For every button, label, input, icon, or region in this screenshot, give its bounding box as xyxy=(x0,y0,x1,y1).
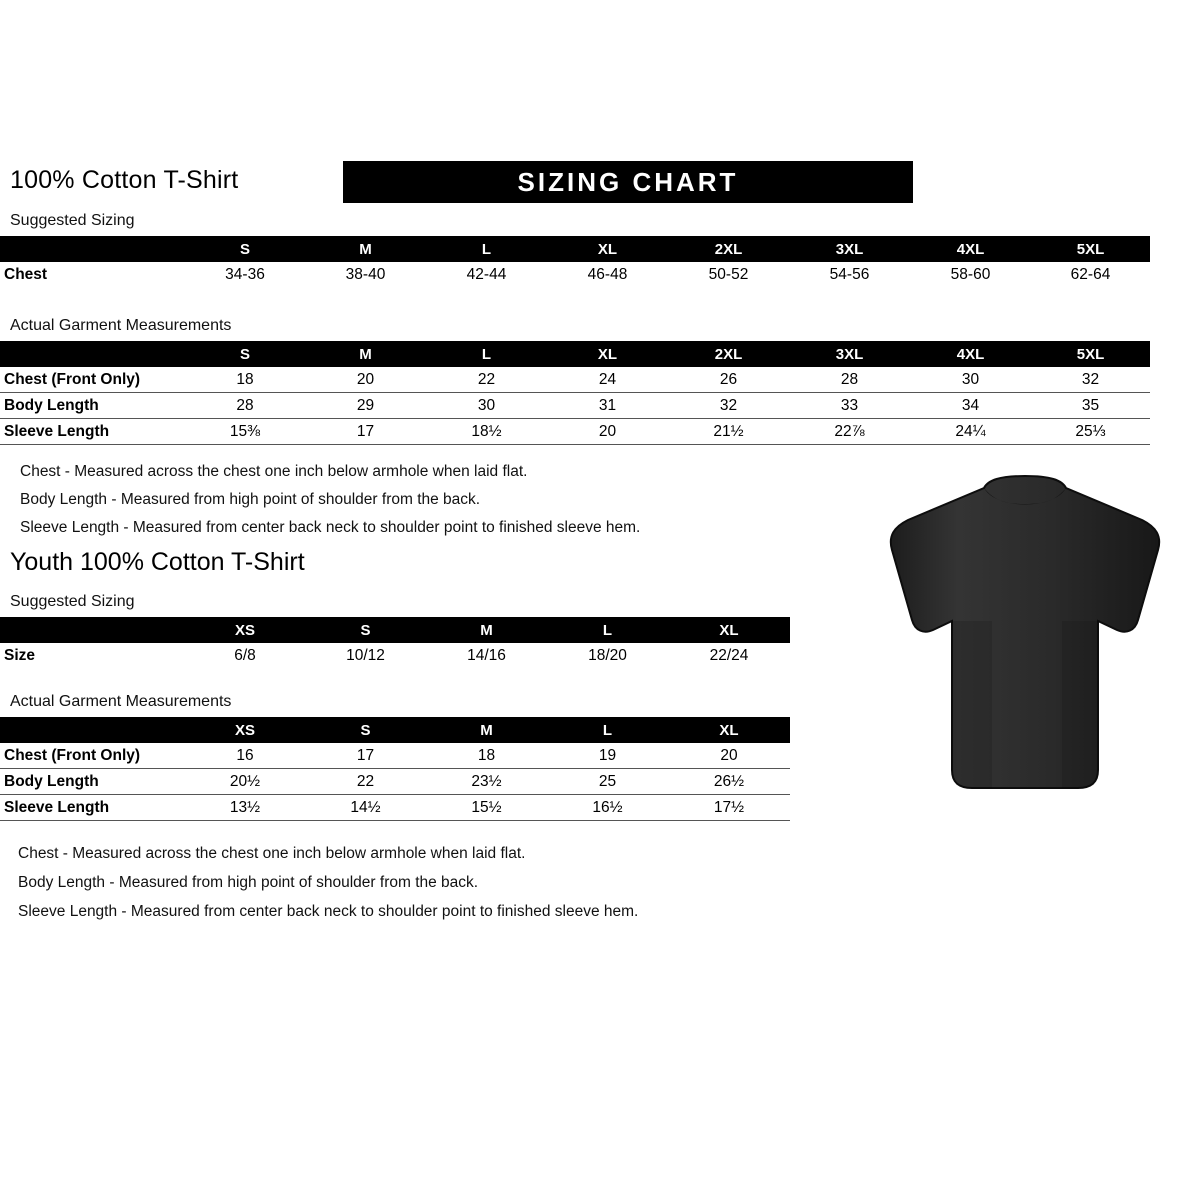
cell: 16 xyxy=(185,743,305,769)
col-head-4: XL xyxy=(547,236,668,262)
table-row xyxy=(0,795,790,821)
table-row xyxy=(0,262,1150,287)
row-label: Sleeve Length xyxy=(0,419,185,445)
cell: 17½ xyxy=(668,795,790,821)
cell: 18 xyxy=(426,743,547,769)
cell: 34 xyxy=(910,393,1031,419)
cell: 15½ xyxy=(426,795,547,821)
col-head-8: 5XL xyxy=(1031,236,1150,262)
cell: 22⅞ xyxy=(789,419,910,445)
cell: 50-52 xyxy=(708,265,749,283)
cell: 10/12 xyxy=(346,646,385,664)
adult-note-sleeve-length: Sleeve Length - Measured from center back neck to shoulder point to finished sleeve hem. xyxy=(20,519,641,536)
col-head-3: L xyxy=(426,236,547,262)
col-head-1: XS xyxy=(185,617,305,643)
row-label: Chest xyxy=(4,265,48,283)
adult-note-chest: Chest - Measured across the chest one inch below armhole when laid flat. xyxy=(20,463,528,480)
adult-suggested-label: Suggested Sizing xyxy=(10,212,135,229)
cell: 22/24 xyxy=(709,646,749,664)
table-header-row xyxy=(0,717,790,743)
cell: 20 xyxy=(668,743,790,769)
col-head-2: S xyxy=(305,617,426,643)
cell: 34-36 xyxy=(225,265,265,283)
cell: 19 xyxy=(547,743,668,769)
cell: 31 xyxy=(547,393,668,419)
cell: 20 xyxy=(305,367,426,393)
col-head-4: L xyxy=(547,717,668,743)
col-head-6: 3XL xyxy=(789,236,910,262)
youth-section-title: Youth 100% Cotton T-Shirt xyxy=(10,548,305,576)
col-head-2: M xyxy=(305,236,426,262)
cell: 18 xyxy=(185,367,305,393)
col-head-1: S xyxy=(185,236,305,262)
col-head-5: 2XL xyxy=(668,236,789,262)
col-head-6: 3XL xyxy=(789,341,910,367)
sizing-chart-banner: SIZING CHART xyxy=(343,161,913,203)
cell: 26½ xyxy=(668,769,790,795)
col-head-3: M xyxy=(426,617,547,643)
row-label: Chest (Front Only) xyxy=(0,743,185,769)
cell: 22 xyxy=(305,769,426,795)
cell: 54-56 xyxy=(829,265,870,283)
col-head-5: 2XL xyxy=(668,341,789,367)
cell: 28 xyxy=(789,367,910,393)
cell: 18½ xyxy=(426,419,547,445)
cell: 17 xyxy=(305,743,426,769)
col-head-5: XL xyxy=(668,717,790,743)
cell: 17 xyxy=(305,419,426,445)
cell: 21½ xyxy=(668,419,789,445)
col-head-2: S xyxy=(305,717,426,743)
adult-suggested-table xyxy=(0,236,1150,287)
table-row xyxy=(0,769,790,795)
cell: 30 xyxy=(910,367,1031,393)
youth-note-chest: Chest - Measured across the chest one inch below armhole when laid flat. xyxy=(18,845,526,862)
col-head-0 xyxy=(0,617,185,643)
cell: 62-64 xyxy=(1070,265,1111,283)
row-label: Sleeve Length xyxy=(0,795,185,821)
cell: 23½ xyxy=(426,769,547,795)
col-head-0 xyxy=(0,236,185,262)
youth-suggested-label: Suggested Sizing xyxy=(10,593,135,610)
col-head-3: M xyxy=(426,717,547,743)
table-row xyxy=(0,743,790,769)
cell: 26 xyxy=(668,367,789,393)
table-row xyxy=(0,643,790,668)
youth-note-sleeve-length: Sleeve Length - Measured from center back neck to shoulder point to finished sleeve hem. xyxy=(18,903,639,920)
cell: 58-60 xyxy=(950,265,991,283)
col-head-1: XS xyxy=(185,717,305,743)
table-header-row xyxy=(0,341,1150,367)
table-row xyxy=(0,393,1150,419)
adult-note-body-length: Body Length - Measured from high point of shoulder from the back. xyxy=(20,491,481,508)
cell: 25⅓ xyxy=(1031,419,1150,445)
cell: 38-40 xyxy=(345,265,386,283)
col-head-8: 5XL xyxy=(1031,341,1150,367)
cell: 25 xyxy=(547,769,668,795)
row-label: Body Length xyxy=(0,769,185,795)
cell: 30 xyxy=(426,393,547,419)
col-head-2: M xyxy=(305,341,426,367)
cell: 29 xyxy=(305,393,426,419)
youth-actual-label: Actual Garment Measurements xyxy=(10,693,232,710)
page-title: 100% Cotton T-Shirt xyxy=(10,166,239,194)
table-header-row xyxy=(0,236,1150,262)
cell: 28 xyxy=(185,393,305,419)
col-head-0 xyxy=(0,341,185,367)
cell: 20½ xyxy=(185,769,305,795)
col-head-5: XL xyxy=(668,617,790,643)
cell: 33 xyxy=(789,393,910,419)
cell: 46-48 xyxy=(587,265,628,283)
cell: 32 xyxy=(668,393,789,419)
table-header-row xyxy=(0,617,790,643)
table-row xyxy=(0,419,1150,445)
youth-suggested-table xyxy=(0,617,790,668)
cell: 24¼ xyxy=(910,419,1031,445)
t-shirt-icon xyxy=(880,470,1170,810)
cell: 24 xyxy=(547,367,668,393)
cell: 42-44 xyxy=(466,265,507,283)
cell: 35 xyxy=(1031,393,1150,419)
cell: 15⅜ xyxy=(185,419,305,445)
cell: 20 xyxy=(547,419,668,445)
cell: 13½ xyxy=(185,795,305,821)
col-head-4: L xyxy=(547,617,668,643)
col-head-1: S xyxy=(185,341,305,367)
youth-actual-table xyxy=(0,717,790,821)
adult-actual-table xyxy=(0,341,1150,445)
cell: 18/20 xyxy=(588,646,627,664)
col-head-3: L xyxy=(426,341,547,367)
header-row xyxy=(10,160,1190,204)
youth-note-body-length: Body Length - Measured from high point of shoulder from the back. xyxy=(18,874,479,891)
adult-actual-label: Actual Garment Measurements xyxy=(10,317,232,334)
cell: 22 xyxy=(426,367,547,393)
cell: 16½ xyxy=(547,795,668,821)
row-label: Chest (Front Only) xyxy=(0,367,185,393)
table-row xyxy=(0,367,1150,393)
cell: 14/16 xyxy=(467,646,506,664)
col-head-7: 4XL xyxy=(910,341,1031,367)
cell: 6/8 xyxy=(234,646,256,664)
cell: 32 xyxy=(1031,367,1150,393)
tshirt-illustration xyxy=(880,470,1170,810)
col-head-0 xyxy=(0,717,185,743)
row-label: Body Length xyxy=(0,393,185,419)
cell: 14½ xyxy=(305,795,426,821)
col-head-4: XL xyxy=(547,341,668,367)
row-label: Size xyxy=(4,646,36,664)
col-head-7: 4XL xyxy=(910,236,1031,262)
